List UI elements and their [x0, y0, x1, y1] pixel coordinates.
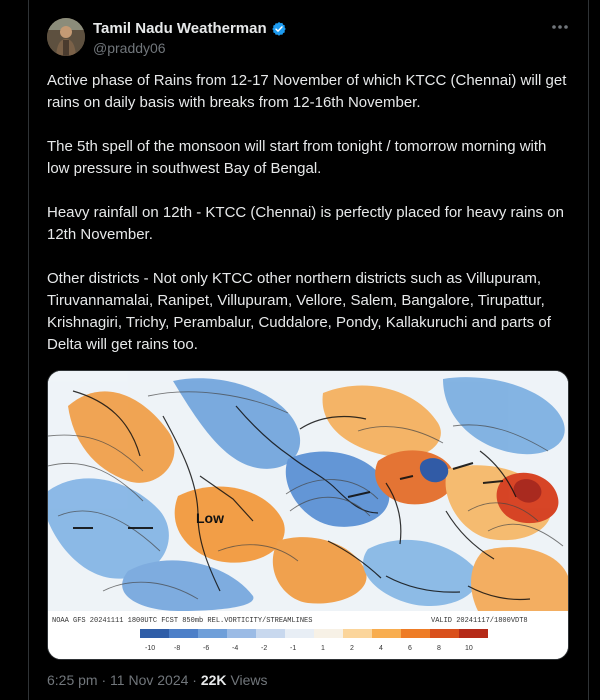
colorbar-tick: -2 — [261, 645, 268, 652]
low-pressure-label: Low — [196, 510, 224, 526]
tweet-date[interactable]: 11 Nov 2024 — [110, 672, 189, 688]
colorbar-swatch — [256, 629, 285, 638]
author-name[interactable]: Tamil Nadu Weatherman — [93, 20, 267, 37]
author-avatar[interactable] — [47, 18, 85, 56]
map-caption-left: NOAA GFS 20241111 1800UTC FCST 850mb REL.VORTICITY/STREAMLINES — [52, 617, 313, 625]
colorbar-swatch — [169, 629, 198, 638]
colorbar-tick: 10 — [465, 645, 473, 652]
colorbar-swatch — [372, 629, 401, 638]
author-name-row[interactable] — [93, 20, 287, 37]
tweet-time[interactable]: 6:25 pm — [47, 672, 98, 688]
tweet-paragraph: Heavy rainfall on 12th - KTCC (Chennai) is perfectly placed for heavy rains on 12th November. — [47, 204, 564, 243]
colorbar-swatch — [459, 629, 488, 638]
colorbar-swatch — [227, 629, 256, 638]
verified-badge-icon — [271, 21, 287, 37]
weather-map-image[interactable] — [47, 370, 569, 660]
meta-separator: · — [192, 672, 197, 688]
colorbar-tick: -1 — [290, 645, 297, 652]
map-caption-right: VALID 20241117/1800VDT8 — [431, 617, 528, 625]
tweet-paragraph: Other districts - Not only KTCC other northern districts such as Villupuram, Tiruvannamalai, Ranipet, Villupuram, Vellore, Salem, Bangalore, Tirupattur, Krishnagiri, Trichy, Perambalur, Cuddalore, Pondy, Kallakuruchi and parts of Delta will get rains too. — [47, 270, 551, 353]
colorbar-tick: -4 — [232, 645, 239, 652]
author-handle[interactable]: @praddy06 — [93, 40, 166, 56]
colorbar-swatch — [401, 629, 430, 638]
colorbar-swatch — [343, 629, 372, 638]
colorbar-swatch — [198, 629, 227, 638]
colorbar-tick: -6 — [203, 645, 210, 652]
tweet-paragraph: Active phase of Rains from 12-17 November of which KTCC (Chennai) will get rains on daily basis with breaks from 12-16th November. — [47, 72, 567, 111]
colorbar-tick: 4 — [379, 645, 383, 652]
tweet-meta — [47, 672, 268, 688]
views-count[interactable]: 22K — [200, 672, 227, 688]
colorbar-tick: -8 — [174, 645, 181, 652]
more-options-icon[interactable] — [549, 16, 571, 38]
meta-separator: · — [101, 672, 107, 688]
colorbar — [140, 629, 488, 638]
colorbar-swatch — [140, 629, 169, 638]
colorbar-tick: -10 — [145, 645, 156, 652]
colorbar-swatch — [285, 629, 314, 638]
tweet-paragraph: The 5th spell of the monsoon will start from tonight / tomorrow morning with low pressure in southwest Bay of Bengal. — [47, 138, 547, 177]
colorbar-tick: 2 — [350, 645, 354, 652]
tweet-text — [47, 70, 572, 378]
weather-map — [48, 371, 568, 659]
avatar-image — [47, 18, 85, 56]
colorbar-tick: 1 — [321, 645, 325, 652]
colorbar-swatch — [314, 629, 343, 638]
views-label: Views — [230, 672, 268, 688]
colorbar-tick: 6 — [408, 645, 412, 652]
colorbar-tick: 8 — [437, 645, 441, 652]
colorbar-swatch — [430, 629, 459, 638]
